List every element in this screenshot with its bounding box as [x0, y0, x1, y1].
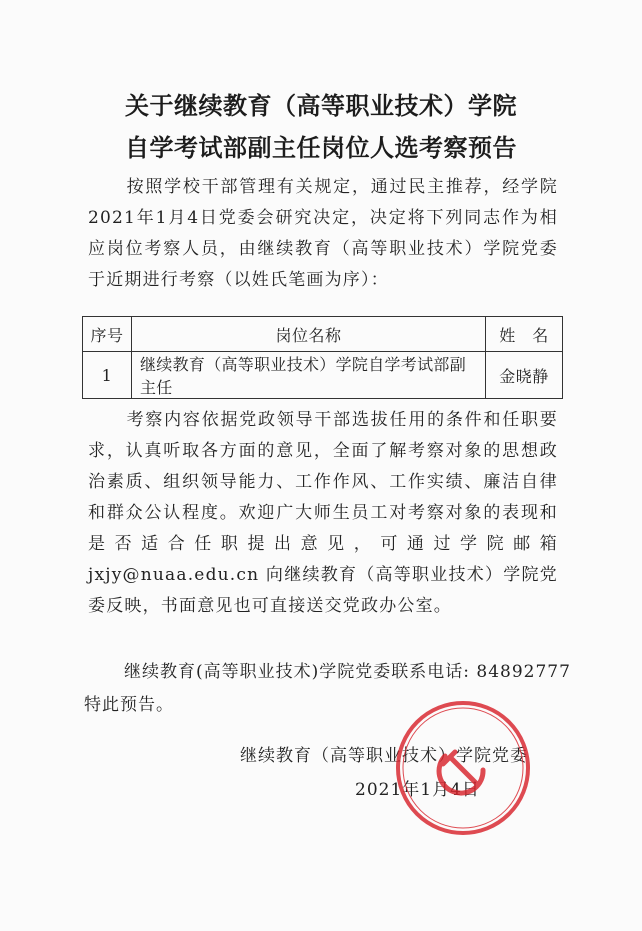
- header-name: 姓 名: [486, 317, 563, 352]
- notice-line: 特此预告。: [84, 695, 174, 715]
- table-header-row: [83, 317, 563, 352]
- candidate-table: [82, 316, 563, 399]
- table-row: [83, 352, 563, 399]
- body-text: 考察内容依据党政领导干部选拔任用的条件和任职要求，认真听取各方面的意见，全面了解考察对象的思想政治素质、组织领导能力、工作作风、工作实绩、廉洁自律和群众公认程度。欢迎广大师生员工对考察对象的表现和是否适合任职提出意见，可通过学院邮箱 jxjy@nuaa.edu.cn 向继续教育（高等职业技术）学院党委反映，书面意见也可直接送交党政办公室。: [88, 410, 558, 616]
- party-seal-stamp: [393, 698, 533, 838]
- header-index: 序号: [83, 317, 132, 352]
- date-line: 2021年1月4日: [355, 780, 480, 800]
- row-index: 1: [83, 352, 132, 399]
- intro-text: 按照学校干部管理有关规定，通过民主推荐，经学院2021年1月4日党委会研究决定，决定将下列同志作为相应岗位考察人员，由继续教育（高等职业技术）学院党委于近期进行考察（以姓氏笔画为序）：: [88, 177, 558, 290]
- intro-paragraph: [88, 172, 558, 296]
- contact-line: 继续教育(高等职业技术)学院党委联系电话: 84892777: [124, 662, 571, 682]
- row-post: 继续教育（高等职业技术）学院自学考试部副主任: [132, 352, 486, 399]
- hammer-sickle-icon: [439, 752, 483, 793]
- row-name: 金晓静: [486, 352, 563, 399]
- header-post: 岗位名称: [132, 317, 486, 352]
- signature-line: 继续教育（高等职业技术）学院党委: [240, 746, 528, 766]
- body-paragraph: [88, 405, 558, 622]
- document-title-line-2: 自学考试部副主任岗位人选考察预告: [125, 134, 517, 162]
- document-title-line-1: 关于继续教育（高等职业技术）学院: [125, 92, 517, 120]
